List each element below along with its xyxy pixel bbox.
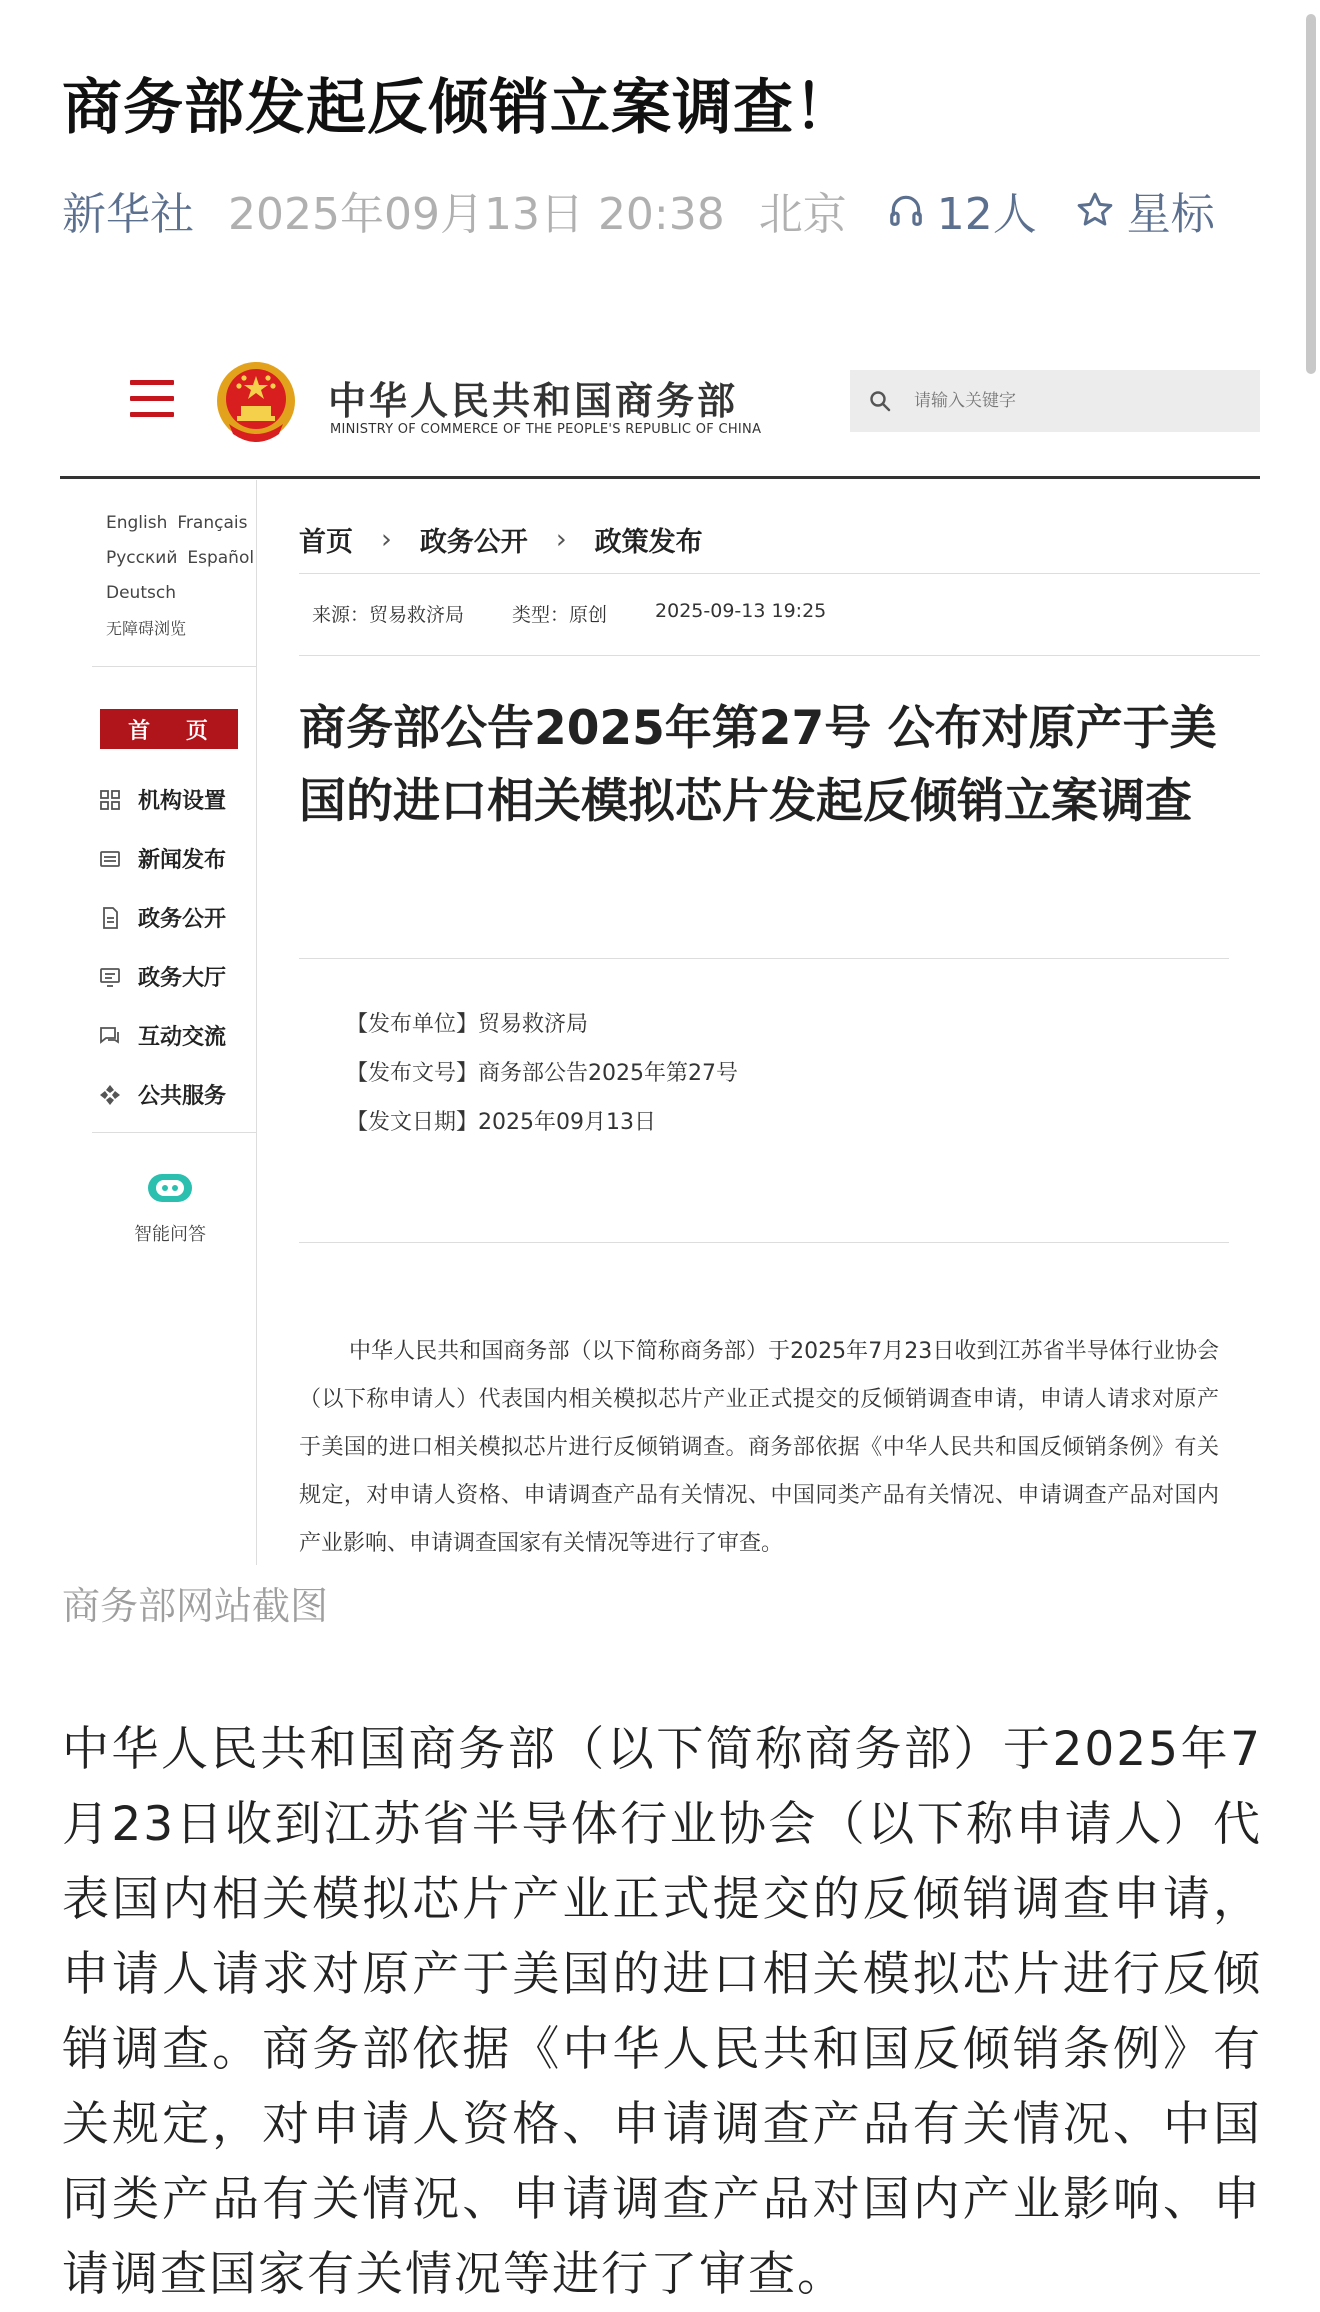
listener-count: 12人 xyxy=(936,189,1037,240)
breadcrumb-home[interactable]: 首页 xyxy=(299,527,353,558)
document-number: 【发布文号】商务部公告2025年第27号 xyxy=(346,1061,738,1086)
notice-datetime: 2025-09-13 19:25 xyxy=(655,600,827,622)
news-icon xyxy=(98,847,122,871)
breadcrumb-affairs[interactable]: 政务公开 xyxy=(419,527,528,558)
divider xyxy=(299,573,1260,574)
robot-icon xyxy=(146,1170,194,1206)
chevron-right-icon: › xyxy=(555,524,567,555)
nav-item-org[interactable] xyxy=(98,770,226,829)
chat-icon xyxy=(98,1024,122,1048)
lang-russian[interactable]: Русский xyxy=(106,548,178,568)
breadcrumb xyxy=(299,520,703,559)
site-nav xyxy=(98,770,226,1124)
divider xyxy=(299,1242,1229,1243)
nav-label: 新闻发布 xyxy=(138,848,227,873)
lang-spanish[interactable]: Español xyxy=(187,548,255,568)
document-icon xyxy=(98,906,122,930)
national-emblem-icon xyxy=(215,360,297,446)
org-icon xyxy=(98,788,122,812)
notice-type: 类型：原创 xyxy=(512,604,608,626)
nav-item-interact[interactable] xyxy=(98,1006,226,1065)
article-location: 北京 xyxy=(758,189,847,240)
nav-item-hall[interactable] xyxy=(98,947,226,1006)
accessibility-link[interactable]: 无障碍浏览 xyxy=(106,619,187,638)
star-label: 星标 xyxy=(1126,189,1215,240)
ai-label: 智能问答 xyxy=(134,1224,206,1245)
lang-english[interactable]: English xyxy=(106,513,168,533)
article-meta xyxy=(62,180,1215,240)
publishing-unit: 【发布单位】贸易救济局 xyxy=(346,1012,589,1037)
document-date: 【发文日期】2025年09月13日 xyxy=(346,1110,656,1135)
notice-info xyxy=(312,600,874,627)
notice-paragraph: 中华人民共和国商务部（以下简称商务部）于2025年7月23日收到江苏省半导体行业协会（以下称申请人）代表国内相关模拟芯片产业正式提交的反倾销调查申请，申请人请求对原产于美国的进口相关模拟芯片进行反倾销调查。商务部依据《中华人民共和国反倾销条例》有关规定，对申请人资格、申请调查产品有关情况、中国同类产品有关情况、申请调查产品对国内产业影响、申请调查国家有关情况等进行了审查。 xyxy=(299,1339,1219,1556)
hall-icon xyxy=(98,965,122,989)
nav-label: 政务大厅 xyxy=(138,966,227,991)
site-search[interactable] xyxy=(850,370,1260,432)
article-title: 商务部发起反倾销立案调查！ xyxy=(62,73,855,143)
mofcom-screenshot xyxy=(60,350,1260,1565)
search-input[interactable] xyxy=(912,390,1216,412)
home-button[interactable]: 首 页 xyxy=(100,709,238,749)
headphones-icon xyxy=(887,191,925,229)
site-name-en: MINISTRY OF COMMERCE OF THE PEOPLE'S REPUBLIC OF CHINA xyxy=(330,422,762,437)
nav-item-affairs[interactable] xyxy=(98,888,226,947)
hamburger-menu-icon xyxy=(130,380,174,420)
nav-item-service[interactable] xyxy=(98,1065,226,1124)
site-name-cn: 中华人民共和国商务部 xyxy=(328,379,739,423)
header-divider xyxy=(60,476,1260,479)
sidebar-divider xyxy=(92,1132,256,1133)
chevron-right-icon: › xyxy=(381,524,392,555)
star-button[interactable] xyxy=(1075,178,1215,242)
scrollbar[interactable] xyxy=(1306,14,1316,374)
notice-meta xyxy=(346,1000,738,1147)
article-source[interactable]: 新华社 xyxy=(62,189,194,240)
language-links xyxy=(106,506,256,647)
search-icon xyxy=(868,389,892,413)
sidebar-divider xyxy=(92,666,256,667)
service-icon xyxy=(98,1083,122,1107)
ai-assistant[interactable] xyxy=(110,1170,230,1246)
lang-german[interactable]: Deutsch xyxy=(106,583,176,603)
lang-french[interactable]: Français xyxy=(177,513,248,533)
notice-source: 来源：贸易救济局 xyxy=(312,604,465,626)
nav-label: 互动交流 xyxy=(138,1025,227,1050)
listen-button[interactable] xyxy=(887,178,1037,242)
nav-item-news[interactable] xyxy=(98,829,226,888)
site-sidebar xyxy=(60,480,257,1565)
divider xyxy=(299,655,1260,656)
breadcrumb-policy[interactable]: 政策发布 xyxy=(594,527,703,558)
article-date: 2025年09月13日 20:38 xyxy=(228,189,725,240)
nav-label: 政务公开 xyxy=(138,907,227,932)
notice-title: 商务部公告2025年第27号 公布对原产于美国的进口相关模拟芯片发起反倾销立案调查 xyxy=(299,701,1217,829)
article-body: 中华人民共和国商务部（以下简称商务部）于2025年7月23日收到江苏省半导体行业协会（以下称申请人）代表国内相关模拟芯片产业正式提交的反倾销调查申请，申请人请求对原产于美国的进口相关模拟芯片进行反倾销调查。商务部依据《中华人民共和国反倾销条例》有关规定，对申请人资格、申请调查产品有关情况、中国同类产品有关情况、申请调查产品对国内产业影响、申请调查国家有关情况等进行了审查。 xyxy=(62,1722,1262,2302)
divider xyxy=(299,958,1229,959)
nav-label: 机构设置 xyxy=(138,789,227,814)
nav-label: 公共服务 xyxy=(138,1084,227,1109)
image-caption: 商务部网站截图 xyxy=(62,1584,329,1628)
star-icon xyxy=(1075,190,1115,230)
